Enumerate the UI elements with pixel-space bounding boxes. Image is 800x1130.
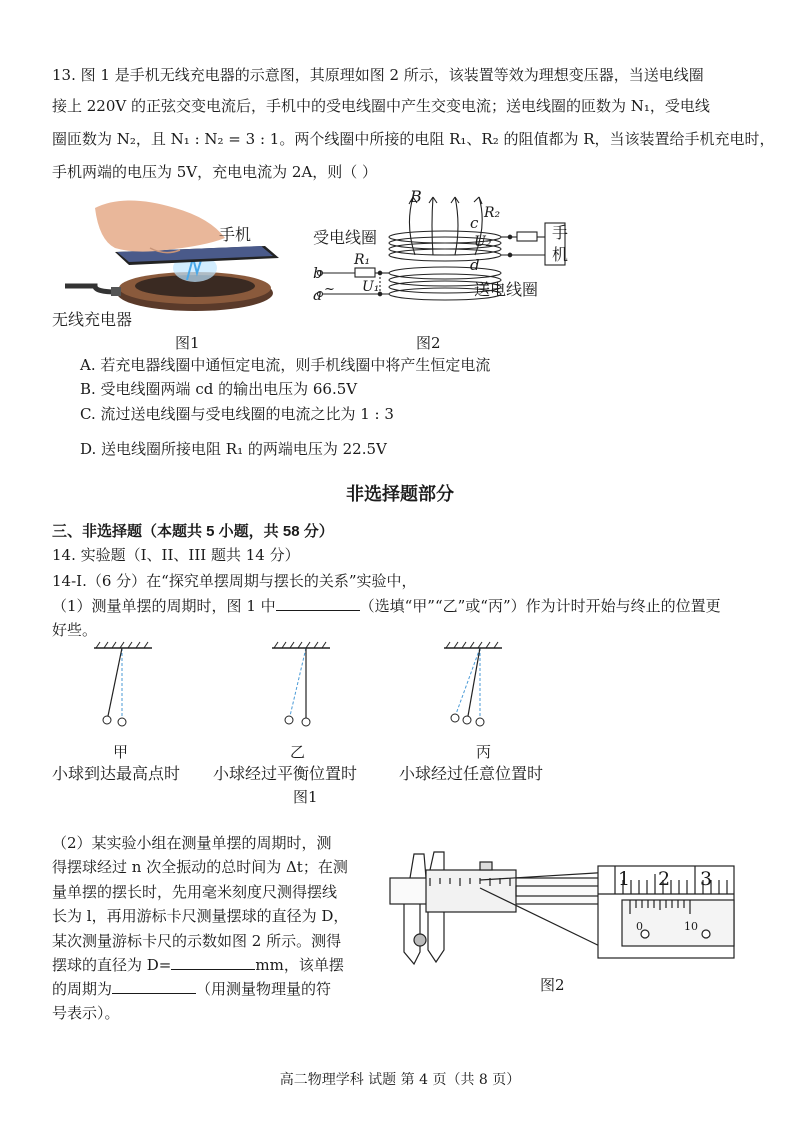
pendulum-jia-desc: 小球到达最高点时 <box>52 764 181 783</box>
fig1-phone-label: 手机 <box>219 225 252 244</box>
page-footer: 高二物理学科 试题 第 4 页（共 8 页） <box>279 1072 521 1088</box>
fig2-b-label: b <box>313 264 323 282</box>
q14-part2-line2: 得摆球经过 n 次全振动的总时间为 Δt；在测 <box>52 858 348 876</box>
fig2-U2-label: U₂ <box>474 234 492 250</box>
pendulum-bing-desc: 小球经过任意位置时 <box>399 764 544 783</box>
q14-part1-end: 好些。 <box>52 621 98 639</box>
fig1-charger-label: 无线充电器 <box>52 310 133 329</box>
caliper-vernier-10: 10 <box>684 920 698 933</box>
fig2-receive-label: 受电线圈 <box>313 228 378 247</box>
q14-line1: 14. 实验题（I、II、III 题共 14 分） <box>52 546 300 564</box>
fig2-U1-label: U₁ <box>362 279 380 295</box>
fig2-R2-label: R₂ <box>484 205 501 221</box>
diameter-unit: mm，该单摆 <box>255 956 344 974</box>
q13-line1: 13. 图 1 是手机无线充电器的示意图，其原理如图 2 所示，该装置等效为理想变压器，当送电线圈 <box>52 66 704 84</box>
q14-part2-line3: 量单摆的摆长时，先用毫米刻度尺测得摆线 <box>52 883 338 901</box>
answer-blank-1[interactable] <box>276 596 360 611</box>
section-title: 非选择题部分 <box>346 484 454 504</box>
option-c: C. 流过送电线圈与受电线圈的电流之比为 1 : 3 <box>80 405 394 423</box>
diameter-prompt: 摆球的直径为 D= <box>52 956 172 974</box>
pendulum-yi-desc: 小球经过平衡位置时 <box>213 764 358 783</box>
pendulum-yi-diagram <box>268 642 338 732</box>
pendulum-yi-label: 乙 <box>290 743 306 761</box>
q14-part2-line5: 某次测量游标卡尺的示数如图 2 所示。测得 <box>52 932 342 950</box>
q14-part2-line8: 号表示）。 <box>52 1004 120 1022</box>
caliper-main-1: 1 <box>618 868 631 890</box>
answer-blank-period[interactable] <box>112 979 196 994</box>
pendulum-bing-diagram <box>440 642 510 732</box>
q14-part1 <box>52 596 721 616</box>
fig1-caption: 图1 <box>175 334 200 352</box>
q14-part2-line4: 长为 l，再用游标卡尺测量摆球的直径为 D， <box>52 907 349 925</box>
option-d: D. 送电线圈所接电阻 R₁ 的两端电压为 22.5V <box>80 440 387 458</box>
transformer-circuit-diagram <box>305 185 590 335</box>
pendulum-bing-label: 丙 <box>476 743 492 761</box>
answer-blank-diameter[interactable] <box>171 955 255 970</box>
vernier-caliper-diagram <box>390 848 735 973</box>
fig2-a-label: a <box>313 286 322 304</box>
q14-part2-line1: （2）某实验小组在测量单摆的周期时，测 <box>52 834 332 852</box>
pendulum-fig1-caption: 图1 <box>293 788 318 806</box>
period-suffix: （用测量物理量的符 <box>196 980 332 998</box>
fig2-caption: 图2 <box>416 334 441 352</box>
caliper-main-3: 3 <box>700 868 713 890</box>
q13-line3: 圈匝数为 N₂，且 N₁ : N₂ = 3 : 1。两个线圈中所接的电阻 R₁、R₂ 的阻值都为 R，当该装置给手机充电时， <box>52 130 775 148</box>
period-prompt: 的周期为 <box>52 980 113 998</box>
fig2-phone-char1: 手 <box>552 223 569 242</box>
fig2-send-label: 送电线圈 <box>474 280 539 299</box>
fig2-tilde: ~ <box>324 282 335 297</box>
option-a: A. 若充电器线圈中通恒定电流，则手机线圈中将产生恒定电流 <box>80 356 491 374</box>
pendulum-jia-diagram <box>90 642 160 732</box>
caliper-vernier-0: 0 <box>636 920 643 933</box>
fig2-R1-label: R₁ <box>354 252 371 268</box>
q14-part1-text-a: （1）测量单摆的周期时，图 1 中 <box>52 597 276 615</box>
q14-part1-text-b: （选填“甲”“乙”或“丙”）作为计时开始与终止的位置更 <box>359 597 721 615</box>
fig2-B-label: B <box>410 187 422 206</box>
q13-line4: 手机两端的电压为 5V，充电电流为 2A，则（ ） <box>52 163 378 181</box>
fig2-d-label: d <box>470 256 480 274</box>
fig2-phone-char2: 机 <box>552 245 569 264</box>
section3-heading: 三、非选择题（本题共 5 小题，共 58 分） <box>52 523 334 540</box>
q14-line2: 14-I.（6 分）在“探究单摆周期与摆长的关系”实验中， <box>52 572 417 590</box>
caliper-caption: 图2 <box>540 976 565 994</box>
q14-part2-line7 <box>52 979 331 999</box>
pendulum-jia-label: 甲 <box>113 743 129 761</box>
option-b: B. 受电线圈两端 cd 的输出电压为 66.5V <box>80 380 358 398</box>
caliper-main-2: 2 <box>658 868 671 890</box>
q13-line2: 接上 220V 的正弦交变电流后，手机中的受电线圈中产生交变电流；送电线圈的匝数为 N₁，受电线 <box>52 97 710 115</box>
q14-part2-line6 <box>52 955 344 975</box>
fig2-c-label: c <box>470 214 479 232</box>
